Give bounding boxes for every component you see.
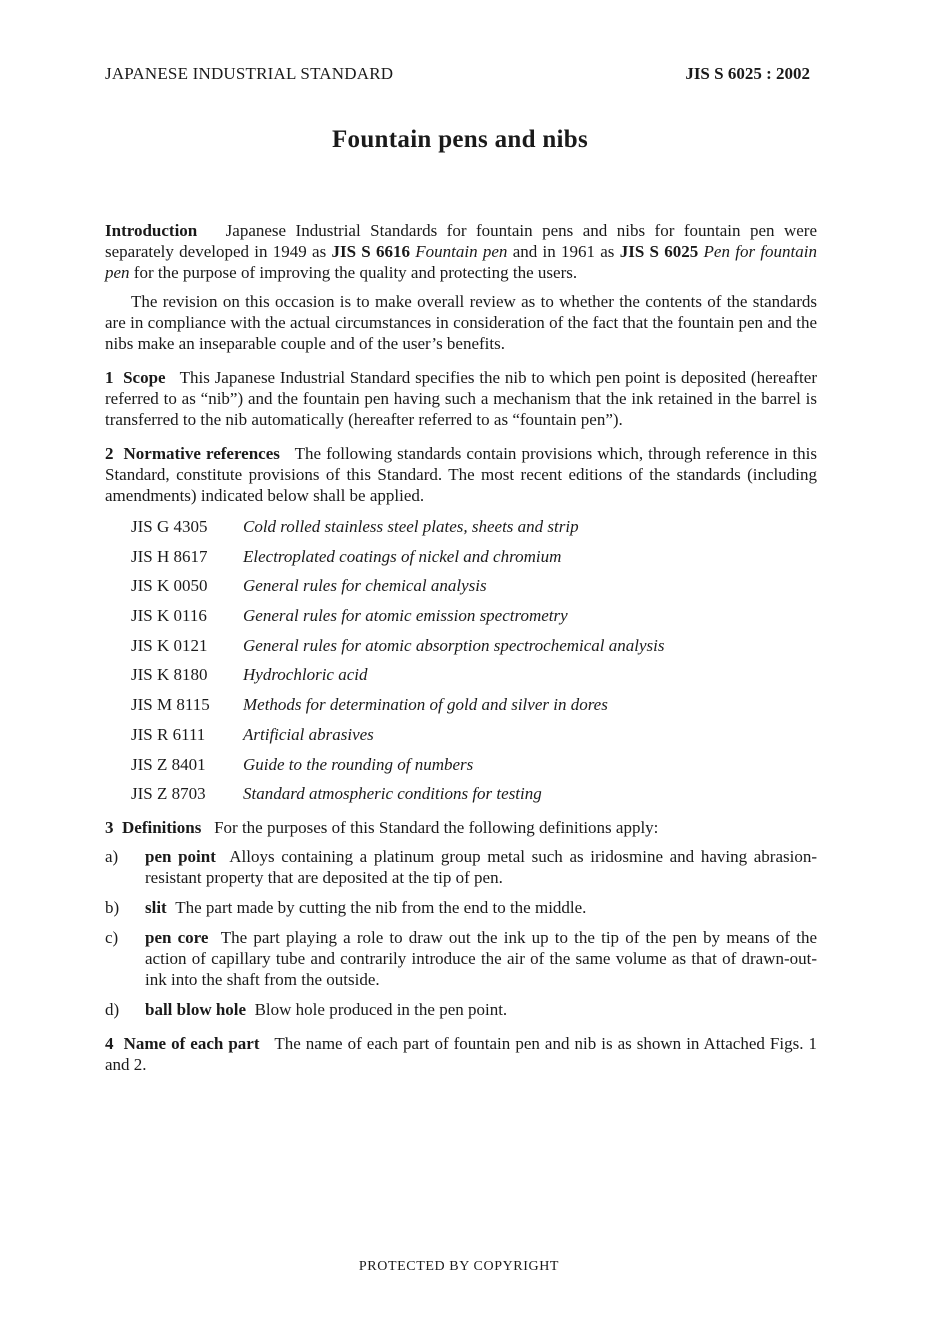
definition-term: slit <box>145 897 167 917</box>
definitions-number: 3 <box>105 817 114 837</box>
reference-title: Guide to the rounding of numbers <box>243 754 474 774</box>
reference-code: JIS H 8617 <box>131 546 208 566</box>
definition-item <box>105 999 817 1020</box>
definition-item <box>105 897 817 918</box>
definition-term: ball blow hole <box>145 999 247 1019</box>
introduction-std2-title: Pen for fountain pen <box>105 242 817 282</box>
reference-item <box>131 690 817 720</box>
document-body <box>105 220 817 1075</box>
definitions-heading: Definitions <box>122 817 202 837</box>
definition-item <box>105 846 817 888</box>
definition-item <box>105 927 817 990</box>
reference-code: JIS Z 8401 <box>131 754 206 774</box>
reference-title: General rules for atomic emission spectrometry <box>243 606 568 626</box>
scope-text: This Japanese Industrial Standard specifies the nib to which pen point is deposited (hereafter referred to as “nib”) and the fountain pen having such a mechanism that the ink retained in the barrel is transferred to the nib automatically (hereafter referred to as “fountain pen”). <box>105 368 817 429</box>
definition-text: Blow hole produced in the pen point. <box>254 999 508 1019</box>
scope-section <box>105 367 817 430</box>
introduction-std1-title: Fountain pen <box>415 242 508 261</box>
definition-term: pen core <box>145 927 209 947</box>
reference-item <box>131 631 817 661</box>
definition-text: The part made by cutting the nib from the end to the middle. <box>175 897 587 917</box>
parts-text: The name of each part of fountain pen and nib is as shown in Attached Figs. 1 and 2. <box>105 1033 817 1074</box>
reference-list <box>131 512 817 809</box>
scope-heading: Scope <box>123 368 166 387</box>
reference-title: Hydrochloric acid <box>243 665 368 685</box>
definition-letter: c) <box>105 927 119 947</box>
reference-title: Methods for determination of gold and silver in dores <box>243 695 608 715</box>
definition-body <box>145 846 817 888</box>
definitions-list <box>105 846 817 1020</box>
normative-text: The following standards contain provisions which, through reference in this Standard, constitute provisions of this Standard. The most recent editions of the standards (including amendments) indicated below shall be applied. <box>105 444 818 505</box>
introduction-paragraph-1 <box>105 220 817 283</box>
reference-code: JIS R 6111 <box>131 724 206 744</box>
reference-code: JIS K 0050 <box>131 576 208 596</box>
definitions-section <box>105 817 817 838</box>
definition-body <box>145 897 817 918</box>
reference-title: Electroplated coatings of nickel and chromium <box>243 546 562 566</box>
reference-item <box>131 750 817 780</box>
parts-section <box>105 1033 817 1075</box>
definition-body <box>145 999 817 1020</box>
definition-letter: a) <box>105 846 119 866</box>
reference-code: JIS K 0116 <box>131 606 207 626</box>
definition-letter: b) <box>105 897 120 917</box>
scope-number: 1 <box>105 368 114 387</box>
definition-term: pen point <box>145 846 216 866</box>
reference-item <box>131 542 817 572</box>
normative-heading: Normative references <box>123 444 280 463</box>
reference-item <box>131 779 817 809</box>
reference-title: Standard atmospheric conditions for testing <box>243 784 542 804</box>
header-standard-label: JAPANESE INDUSTRIAL STANDARD <box>105 64 394 83</box>
copyright-footer: PROTECTED BY COPYRIGHT <box>358 1259 560 1274</box>
introduction-paragraph-2: The revision on this occasion is to make overall review as to whether the contents of the standards are in compliance with the actual circumstances in consideration of the fact that the fountain pen and the nibs make an inseparable couple and of the user’s benefits. <box>105 292 817 353</box>
reference-code: JIS M 8115 <box>131 695 210 715</box>
definition-text: The part playing a role to draw out the ink up to the tip of the pen by means of the action of capillary tube and contrarily introduce the air of the same volume as that of drawn-out-ink into the shaft from the outside. <box>145 927 817 989</box>
header-standard-number: JIS S 6025 : 2002 <box>685 64 810 83</box>
parts-heading: Name of each part <box>123 1033 260 1053</box>
definition-text: Alloys containing a platinum group metal such as iridosmine and having abrasion-resistant property that are deposited at the tip of pen. <box>145 846 818 887</box>
introduction-std2: JIS S 6025 <box>619 242 699 261</box>
parts-number: 4 <box>105 1033 114 1053</box>
definition-letter: d) <box>105 999 120 1019</box>
reference-item <box>131 720 817 750</box>
introduction-text-a: Japanese Industrial Standards for fountain pens and nibs for fountain pen were separately developed in 1949 as <box>105 221 817 261</box>
reference-title: General rules for atomic absorption spectrochemical analysis <box>243 635 665 655</box>
reference-item <box>131 601 817 631</box>
introduction-text-b: and in 1961 as <box>512 242 615 261</box>
definitions-text: For the purposes of this Standard the following definitions apply: <box>214 817 659 837</box>
page-title: Fountain pens and nibs <box>331 126 589 153</box>
reference-title: Artificial abrasives <box>243 724 374 744</box>
definition-body <box>145 927 817 990</box>
normative-number: 2 <box>105 444 114 463</box>
reference-item <box>131 660 817 690</box>
reference-code: JIS K 8180 <box>131 665 208 685</box>
introduction-std1: JIS S 6616 <box>331 242 411 261</box>
reference-code: JIS G 4305 <box>131 517 208 536</box>
introduction-text-c: for the purpose of improving the quality and protecting the users. <box>133 263 578 282</box>
normative-section <box>105 443 817 506</box>
reference-item <box>131 512 817 542</box>
reference-code: JIS Z 8703 <box>131 784 206 804</box>
reference-title: General rules for chemical analysis <box>243 576 487 596</box>
introduction-heading: Introduction <box>105 221 198 240</box>
reference-code: JIS K 0121 <box>131 635 208 655</box>
reference-title: Cold rolled stainless steel plates, sheets and strip <box>243 517 579 536</box>
reference-item <box>131 571 817 601</box>
